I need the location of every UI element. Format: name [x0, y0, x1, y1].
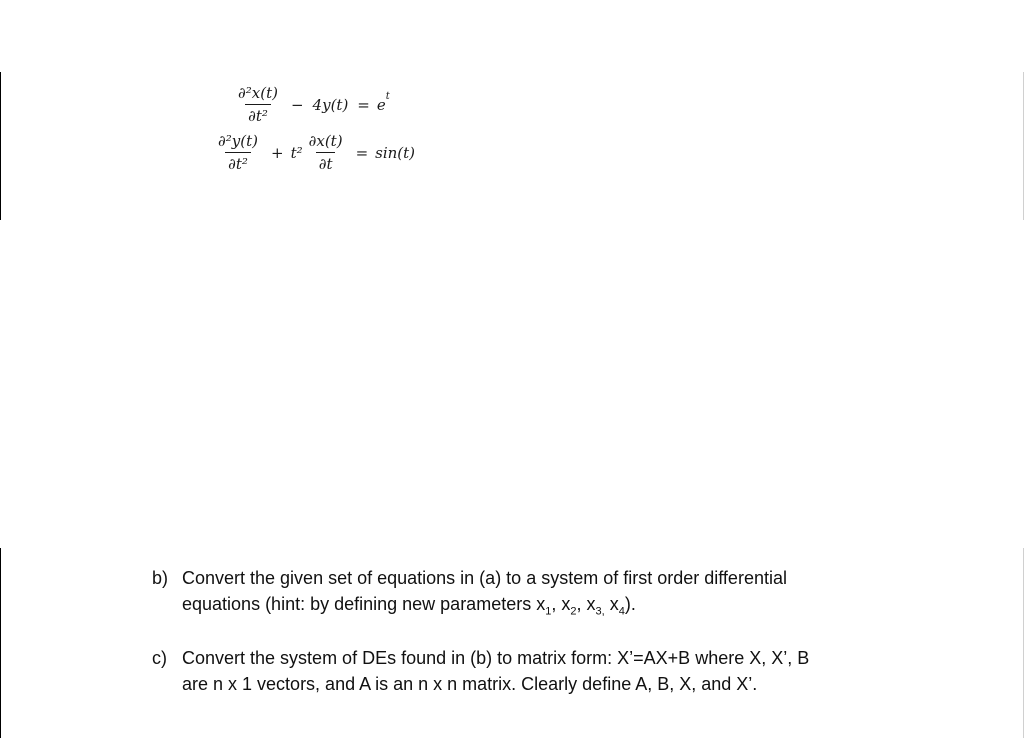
- numerator: ∂²x(t): [238, 84, 278, 102]
- coefficient-t-squared: t²: [290, 143, 303, 162]
- question-line-2: equations (hint: by defining new parameters $x_1$, $x_2$, $x_{3,}$ $x_4$).: [182, 594, 636, 618]
- rhs-exponential-base: e: [376, 95, 386, 114]
- param-x3: $x_{3,}$: [586, 594, 605, 618]
- numerator: ∂x(t): [308, 132, 343, 150]
- param-x1: $x_1$: [536, 594, 552, 618]
- denominator: ∂t²: [225, 152, 251, 173]
- question-line-1: Convert the given set of equations in (a) to a system of first order differential: [182, 568, 787, 588]
- param-x2: $x_2$: [561, 594, 577, 618]
- page-edge-left-top: [0, 72, 1, 220]
- question-text: equations (hint: by defining new parameters: [182, 594, 537, 614]
- question-line-1: Convert the system of DEs found in (b) to matrix form: X’=AX+B where X, X’, B: [182, 648, 810, 668]
- question-part-c: [152, 645, 809, 697]
- page-edge-left-bottom: [0, 548, 1, 738]
- equation-1: [232, 84, 390, 125]
- equation-2: [212, 132, 415, 173]
- fraction-d2y-dt2: [215, 132, 261, 173]
- denominator: ∂t²: [245, 104, 271, 125]
- equals-sign: =: [357, 95, 370, 114]
- rhs-exponent: t: [385, 91, 390, 102]
- numerator: ∂²y(t): [218, 132, 258, 150]
- denominator: ∂t: [316, 152, 336, 173]
- plus-sign: +: [270, 143, 284, 162]
- question-label: b): [152, 568, 169, 588]
- minus-sign: −: [290, 95, 304, 114]
- param-x4: $x_4$: [609, 594, 625, 618]
- fraction-dx-dt: [306, 132, 346, 173]
- question-label: c): [152, 648, 167, 668]
- equals-sign: =: [355, 143, 369, 162]
- term-4y: 4y(t): [312, 95, 349, 114]
- question-part-b: [152, 565, 787, 625]
- question-line-2: are n x 1 vectors, and A is an n x n matrix. Clearly define A, B, X, and X’.: [182, 674, 758, 694]
- fraction-d2x-dt2: [235, 84, 281, 125]
- rhs-sine: sin(t): [375, 143, 416, 162]
